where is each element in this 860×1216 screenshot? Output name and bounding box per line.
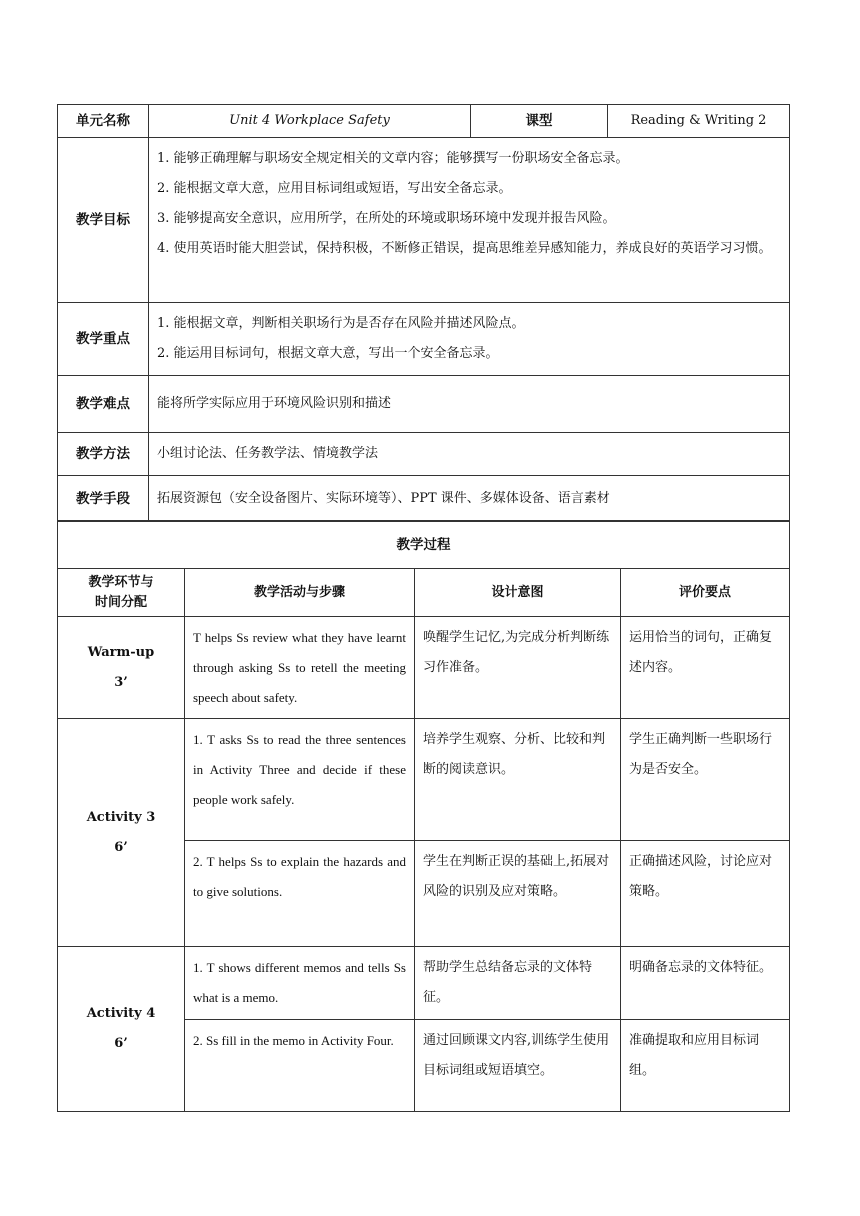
- activity-cell: 2. Ss fill in the memo in Activity Four.: [185, 1020, 415, 1112]
- evaluation-cell: 正确描述风险，讨论应对策略。: [621, 841, 790, 947]
- evaluation-cell: 运用恰当的词句，正确复述内容。: [621, 617, 790, 719]
- objective-item: 4. 使用英语时能大胆尝试，保持积极，不断修正错误，提高思维差异感知能力，养成良好的英语学习习惯。: [157, 241, 772, 256]
- lesson-info-table: [57, 104, 790, 522]
- intent-cell: 学生在判断正误的基础上,拓展对风险的识别及应对策略。: [415, 841, 621, 947]
- evaluation-cell: 学生正确判断一些职场行为是否安全。: [621, 719, 790, 841]
- objective-item: 2. 能根据文章大意，应用目标词组或短语，写出安全备忘录。: [157, 181, 512, 196]
- process-title: 教学过程: [58, 521, 790, 569]
- stage-activity-4: [58, 947, 185, 1112]
- table-row: [58, 719, 790, 841]
- stage-name: Activity 3: [86, 809, 156, 825]
- table-row: [58, 947, 790, 1020]
- means-row: [58, 476, 790, 522]
- objective-item: 3. 能够提高安全意识，应用所学，在所处的环境或职场环境中发现并报告风险。: [157, 211, 616, 226]
- stage-activity-3: [58, 719, 185, 947]
- difficulties-label: 教学难点: [58, 376, 149, 433]
- means-label: 教学手段: [58, 476, 149, 522]
- objectives-row: [58, 138, 790, 303]
- teaching-process-table: [57, 520, 790, 1112]
- methods-label: 教学方法: [58, 433, 149, 476]
- table-row: [58, 617, 790, 719]
- methods-row: [58, 433, 790, 476]
- activity-cell: 1. T asks Ss to read the three sentences in Activity Three and decide if these people work safely.: [185, 719, 415, 841]
- process-title-row: [58, 521, 790, 569]
- activity-cell: 2. T helps Ss to explain the hazards and to give solutions.: [185, 841, 415, 947]
- stage-name: Activity 4: [86, 1006, 156, 1021]
- objectives-label: 教学目标: [58, 138, 149, 303]
- difficulties-text: 能将所学实际应用于环境风险识别和描述: [149, 376, 790, 433]
- intent-cell: 帮助学生总结备忘录的文体特征。: [415, 947, 621, 1020]
- evaluation-cell: 明确备忘录的文体特征。: [621, 947, 790, 1020]
- unit-name-value: Unit 4 Workplace Safety: [149, 105, 471, 138]
- objectives-list: [149, 138, 790, 303]
- stage-time: 6’: [114, 1036, 128, 1051]
- key-points-row: [58, 303, 790, 376]
- stage-time: 3’: [114, 674, 128, 690]
- activity-cell: 1. T shows different memos and tells Ss what is a memo.: [185, 947, 415, 1020]
- key-point-item: 2. 能运用目标词句，根据文章大意，写出一个安全备忘录。: [157, 346, 499, 361]
- stage-warm-up: [58, 617, 185, 719]
- intent-cell: 通过回顾课文内容,训练学生使用目标词组或短语填空。: [415, 1020, 621, 1112]
- intent-cell: 唤醒学生记忆,为完成分析判断练习作准备。: [415, 617, 621, 719]
- evaluation-cell: 准确提取和应用目标词组。: [621, 1020, 790, 1112]
- key-points-list: [149, 303, 790, 376]
- lesson-type-value: Reading & Writing 2: [608, 105, 790, 138]
- activity-cell: T helps Ss review what they have learnt through asking Ss to retell the meeting speech about safety.: [185, 617, 415, 719]
- unit-row: [58, 105, 790, 138]
- intent-cell: 培养学生观察、分析、比较和判断的阅读意识。: [415, 719, 621, 841]
- lesson-type-label: 课型: [471, 105, 608, 138]
- key-points-label: 教学重点: [58, 303, 149, 376]
- column-header-stage: 教学环节与 时间分配: [58, 569, 185, 617]
- column-header-intent: 设计意图: [415, 569, 621, 617]
- process-header-row: [58, 569, 790, 617]
- unit-name-label: 单元名称: [58, 105, 149, 138]
- means-text: 拓展资源包（安全设备图片、实际环境等）、PPT 课件、多媒体设备、语言素材: [149, 476, 790, 522]
- difficulties-row: [58, 376, 790, 433]
- column-header-activity: 教学活动与步骤: [185, 569, 415, 617]
- stage-name: Warm-up: [87, 644, 155, 660]
- objective-item: 1. 能够正确理解与职场安全规定相关的文章内容；能够撰写一份职场安全备忘录。: [157, 151, 629, 166]
- key-point-item: 1. 能根据文章，判断相关职场行为是否存在风险并描述风险点。: [157, 316, 525, 331]
- methods-text: 小组讨论法、任务教学法、情境教学法: [149, 433, 790, 476]
- column-header-evaluation: 评价要点: [621, 569, 790, 617]
- stage-time: 6’: [114, 839, 128, 855]
